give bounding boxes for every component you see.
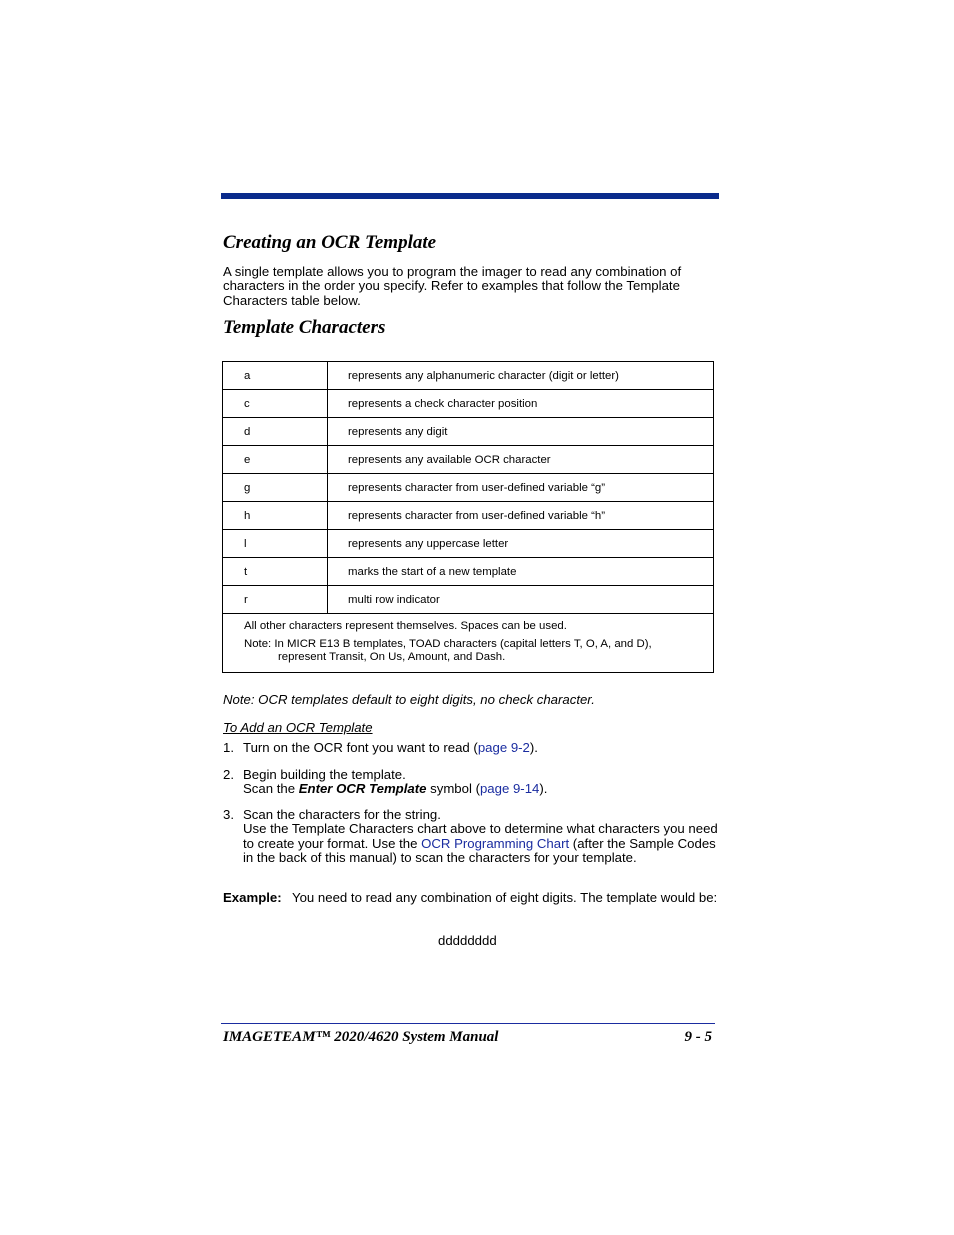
default-note: Note: OCR templates default to eight digits, no check character. bbox=[223, 692, 595, 707]
intro-paragraph: A single template allows you to program the imager to read any combination of characters in the order you specify. Refer to examples that follow the Template Characters table below. bbox=[223, 264, 682, 308]
table-row bbox=[223, 530, 714, 558]
template-characters-title: Template Characters bbox=[223, 317, 386, 338]
table-row bbox=[223, 586, 714, 614]
step-number: 2. bbox=[223, 767, 234, 782]
symbol-name: Enter OCR Template bbox=[298, 781, 427, 797]
footer-manual-title: IMAGETEAM™ 2020/4620 System Manual bbox=[223, 1029, 499, 1045]
example-block bbox=[223, 891, 718, 905]
table-footer-text: All other characters represent themselves. Spaces can be used. bbox=[244, 620, 567, 632]
template-char-description: represents any digit bbox=[328, 418, 714, 446]
table-row bbox=[223, 446, 714, 474]
step-number: 1. bbox=[223, 740, 234, 755]
example-text: You need to read any combination of eight digits. The template would be: bbox=[292, 890, 718, 905]
table-row bbox=[223, 362, 714, 390]
template-char-description: represents character from user-defined variable “g” bbox=[328, 474, 714, 502]
table-row bbox=[223, 418, 714, 446]
template-characters-table bbox=[222, 361, 714, 673]
table-footer-row bbox=[223, 614, 714, 673]
template-char-description: represents character from user-defined variable “h” bbox=[328, 502, 714, 530]
template-char-description: represents any uppercase letter bbox=[328, 530, 714, 558]
template-char-description: multi row indicator bbox=[328, 586, 714, 614]
template-char-description: marks the start of a new template bbox=[328, 558, 714, 586]
template-char-description: represents any alphanumeric character (digit or letter) bbox=[328, 362, 714, 390]
template-char: t bbox=[223, 558, 328, 586]
table-row bbox=[223, 390, 714, 418]
step-number: 3. bbox=[223, 807, 234, 822]
section-title: Creating an OCR Template bbox=[223, 232, 437, 253]
procedure-title: To Add an OCR Template bbox=[223, 720, 373, 735]
example-label: Example: bbox=[223, 890, 282, 905]
template-char-description: represents a check character position bbox=[328, 390, 714, 418]
page-link[interactable]: page 9-2 bbox=[477, 740, 530, 755]
table-row bbox=[223, 474, 714, 502]
template-char: e bbox=[223, 446, 328, 474]
step-3: 3. Scan the characters for the string. Use the Template Characters chart above to determine what characters you need to create your format. Use the OCR Programming Chart (after the Sample Codes in the back of this manual) to scan the characters for your template. bbox=[223, 807, 718, 866]
footer-page-number: 9 - 5 bbox=[684, 1029, 712, 1045]
template-char: d bbox=[223, 418, 328, 446]
step-2: 2. Begin building the template. Scan the Enter OCR Template symbol (page 9-14). bbox=[223, 767, 548, 797]
header-rule bbox=[221, 193, 719, 199]
step-1: 1. Turn on the OCR font you want to read (page 9-2). bbox=[223, 740, 538, 755]
table-row bbox=[223, 558, 714, 586]
table-footer-note: Note: In MICR E13 B templates, TOAD characters (capital letters T, O, A, and D), represent Transit, On Us, Amount, and Dash. bbox=[244, 638, 652, 663]
page-link[interactable]: page 9-14 bbox=[479, 781, 540, 797]
chart-link[interactable]: OCR Programming Chart bbox=[421, 835, 570, 851]
template-char: h bbox=[223, 502, 328, 530]
template-char: l bbox=[223, 530, 328, 558]
template-char-description: represents any available OCR character bbox=[328, 446, 714, 474]
template-char: c bbox=[223, 390, 328, 418]
footer-rule bbox=[221, 1023, 715, 1024]
table-row bbox=[223, 502, 714, 530]
template-char: a bbox=[223, 362, 328, 390]
template-char: g bbox=[223, 474, 328, 502]
template-char: r bbox=[223, 586, 328, 614]
example-template-value: dddddddd bbox=[438, 933, 497, 948]
